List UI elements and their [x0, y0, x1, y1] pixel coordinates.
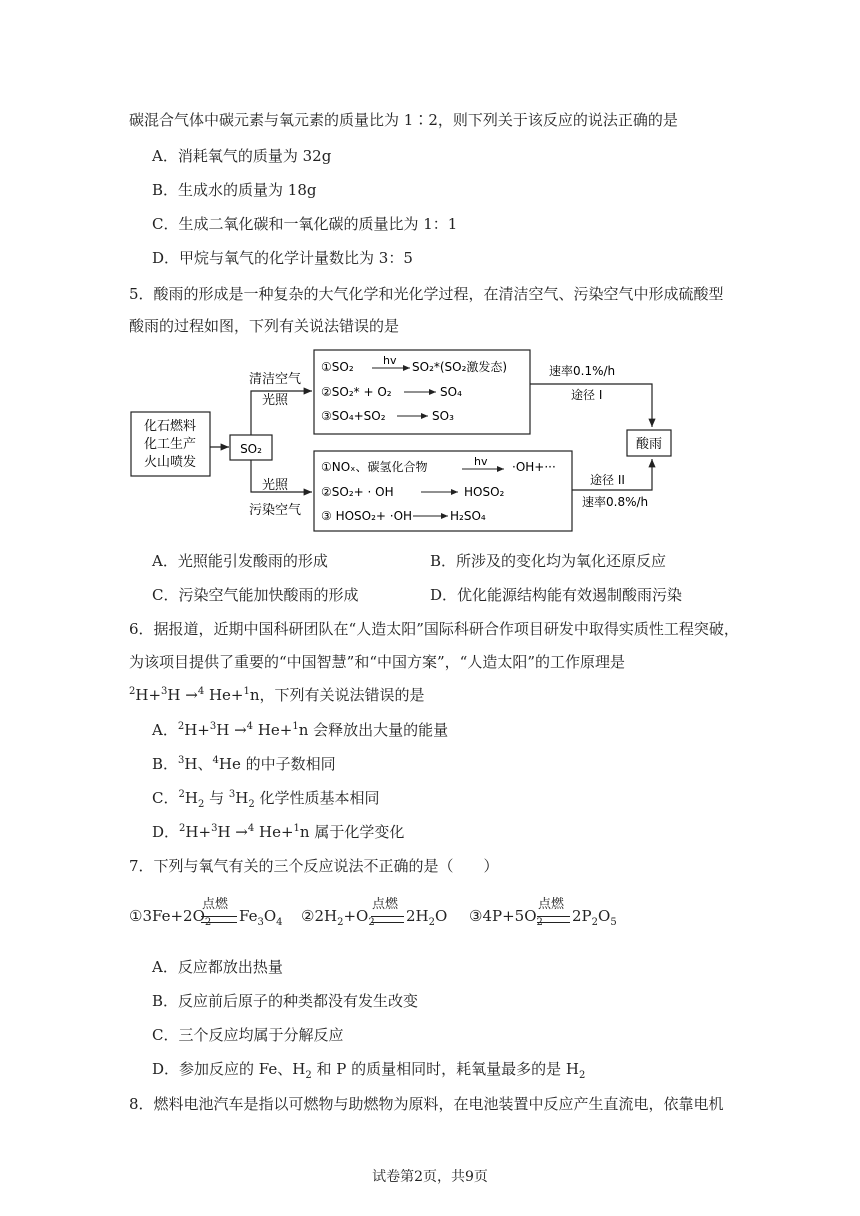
path-top-label: 途径 I — [571, 388, 603, 402]
q7-option-c: C．三个反应均属于分解反应 — [152, 1026, 344, 1044]
q6-option-d: D．$^2$H+$^3$H →$^4$ He+$^1$n 属于化学变化 — [152, 823, 405, 841]
poll-r2-left: ②SO₂+ · OH — [321, 485, 394, 499]
q4-option-c: C．生成二氧化碳和一氧化碳的质量比为 1：1 — [152, 215, 458, 233]
poll-r1-hv: hv — [474, 455, 488, 468]
equation-1-condition: 点燃 — [202, 897, 229, 912]
q5-option-a: A．光照能引发酸雨的形成 — [152, 552, 328, 570]
q6-option-b: B．$^3$H、$^4$He 的中子数相同 — [152, 755, 336, 773]
equation-2-condition: 点燃 — [372, 897, 399, 912]
q6-stem-line2: 为该项目提供了重要的“中国智慧”和“中国方案”，“人造太阳”的工作原理是 — [129, 653, 626, 671]
q4-option-a: A．消耗氧气的质量为 32g — [152, 147, 332, 165]
q6-option-c: C．$^2H_2$ 与 $^3H_2$ 化学性质基本相同 — [152, 789, 380, 810]
clean-r2-right: SO₄ — [440, 385, 462, 399]
poll-r2-right: HOSO₂ — [464, 485, 505, 499]
q5-stem-line1: 5．酸雨的形成是一种复杂的大气化学和光化学过程，在清洁空气、污染空气中形成硫酸型 — [129, 285, 724, 303]
page-footer: 试卷第2页，共9页 — [372, 1169, 488, 1185]
equation-2: $②2H_2+O_2$ — [301, 907, 375, 928]
path-bottom-label: 途径 II — [590, 473, 625, 487]
equation-3: $③4P+5O_2$ — [469, 907, 543, 928]
clean-r1-right: SO₂*(SO₂激发态) — [412, 360, 508, 374]
light-top-label: 光照 — [262, 393, 289, 408]
rate-bottom-label: 速率0.8%/h — [582, 495, 649, 509]
clean-r3-left: ③SO₄+SO₂ — [321, 409, 386, 423]
clean-r2-left: ②SO₂* + O₂ — [321, 385, 392, 399]
q6-stem-line1: 6．据报道，近期中国科研团队在“人造太阳”国际科研合作项目研发中取得实质性工程突破， — [129, 620, 739, 638]
source-line2: 化工生产 — [143, 437, 197, 452]
rate-top-label: 速率0.1%/h — [549, 364, 616, 378]
fusion-equation: $^2$H+$^3$H →$^4$ He+$^1$n — [129, 686, 260, 704]
q4-stem-continuation: 碳混合气体中碳元素与氧元素的质量比为 1∶2，则下列关于该反应的说法正确的是 — [129, 111, 678, 129]
q6-stem-line3: $^2$H+$^3$H →$^4$ He+$^1$n，下列有关说法错误的是 — [129, 686, 425, 704]
q7-option-d: D．参加反应的 Fe、$H_2$ 和 P 的质量相同时，耗氧量最多的是 $H_2$ — [152, 1060, 586, 1081]
q4-option-d: D．甲烷与氧气的化学计量数比为 3：5 — [152, 249, 413, 267]
source-line3: 火山喷发 — [143, 455, 197, 470]
acid-rain-label: 酸雨 — [635, 437, 663, 452]
acid-rain-diagram — [0, 0, 860, 540]
q8-stem-line1: 8．燃料电池汽车是指以可燃物与助燃物为原料，在电池装置中反应产生直流电，依靠电机 — [129, 1095, 724, 1113]
light-bottom-label: 光照 — [262, 478, 289, 493]
polluted-air-label: 污染空气 — [249, 503, 302, 518]
q6-option-a: A．$^2$H+$^3$H →$^4$ He+$^1$n 会释放出大量的能量 — [152, 721, 449, 739]
q7-option-b: B．反应前后原子的种类都没有发生改变 — [152, 992, 419, 1010]
clean-r1-left: ①SO₂ — [321, 360, 354, 374]
q5-stem-line2: 酸雨的过程如图，下列有关说法错误的是 — [129, 317, 400, 335]
clean-r1-hv: hv — [383, 354, 397, 367]
q7-option-a: A．反应都放出热量 — [152, 958, 283, 976]
q7-equations: $①3Fe+2O_2$ 点燃 $Fe_3O_4$ $②2H_2+O_2$ 点燃 $2H_2O$ $③4P+5O_2$ 点燃 $2P_2O_5$ — [129, 893, 729, 933]
q4-option-b: B．生成水的质量为 18g — [152, 181, 317, 199]
poll-r1-left: ①NOₓ、碳氢化合物 — [321, 460, 428, 474]
clean-r3-right: SO₃ — [432, 409, 454, 423]
equation-3-condition: 点燃 — [538, 897, 565, 912]
clean-air-label: 清洁空气 — [249, 372, 302, 387]
q5-option-c: C．污染空气能加快酸雨的形成 — [152, 586, 359, 604]
poll-r3-right: H₂SO₄ — [450, 509, 486, 523]
q5-option-b: B．所涉及的变化均为氧化还原反应 — [430, 552, 667, 570]
equation-1: $①3Fe+2O_2$ — [129, 907, 212, 928]
poll-r1-right: ·OH+··· — [512, 460, 556, 474]
so2-label: SO₂ — [240, 442, 262, 456]
source-line1: 化石燃料 — [143, 419, 197, 434]
poll-r3-left: ③ HOSO₂+ ·OH — [321, 509, 413, 523]
q5-option-d: D．优化能源结构能有效遏制酸雨污染 — [430, 586, 683, 604]
q7-stem: 7．下列与氧气有关的三个反应说法不正确的是（ ） — [129, 857, 499, 875]
